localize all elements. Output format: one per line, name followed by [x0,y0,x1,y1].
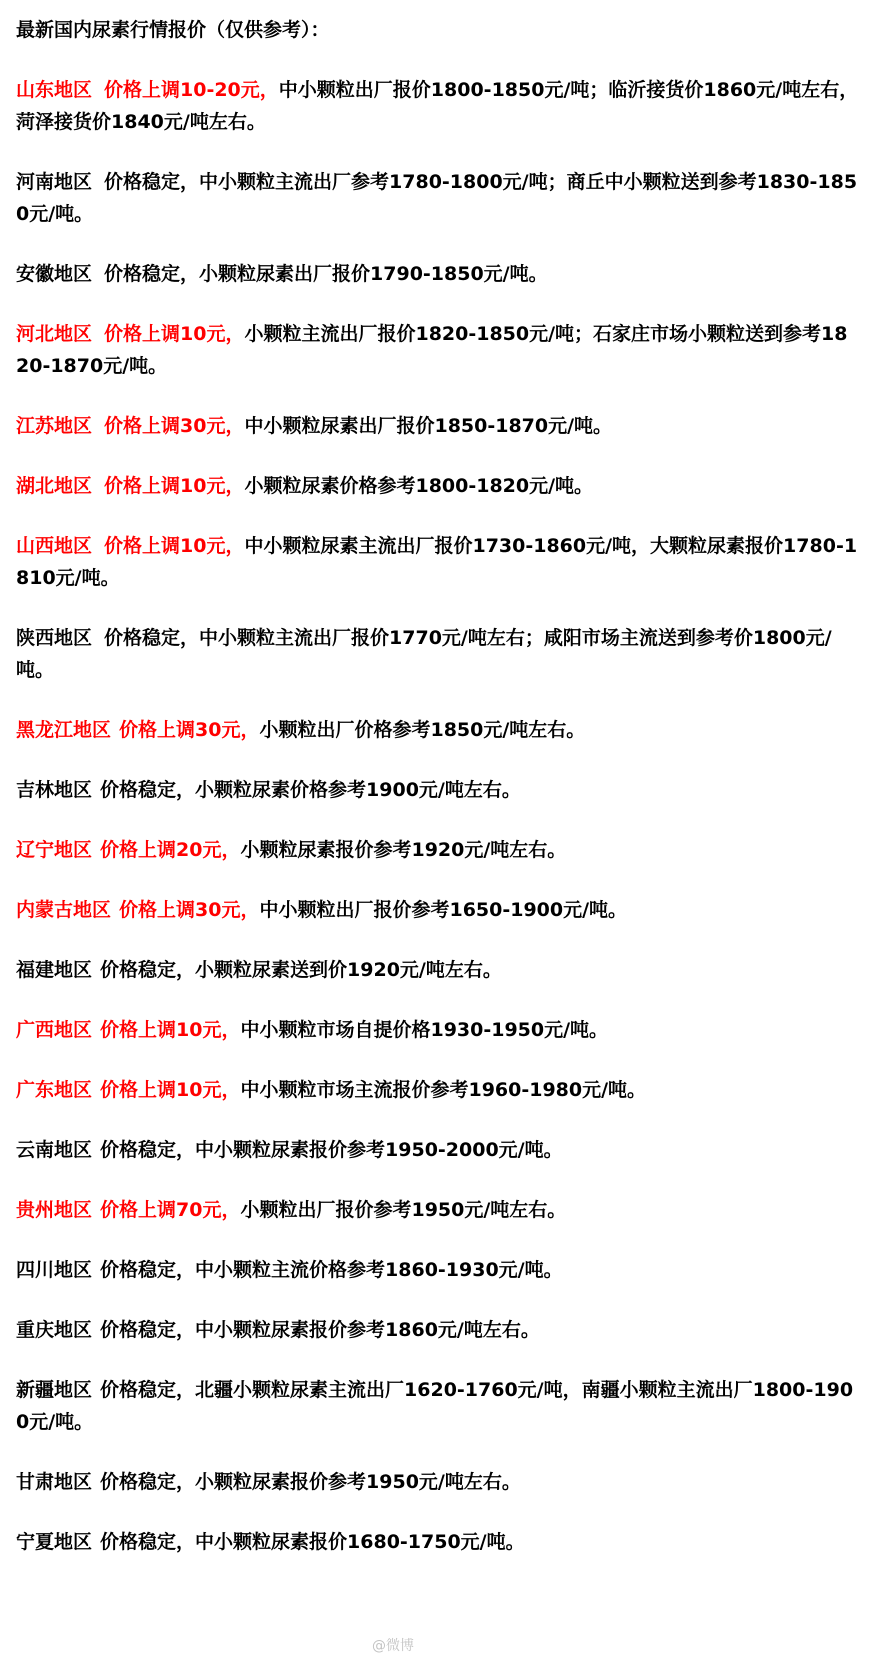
price-entry [16,470,860,502]
region-name: 山东地区 [16,79,93,101]
price-detail: 中小颗粒市场自提价格1930-1950元/吨。 [240,1019,609,1041]
price-detail: 中小颗粒尿素报价参考1950-2000元/吨。 [195,1139,563,1161]
price-entry [16,1526,860,1558]
price-entry [16,622,860,686]
price-entry [16,1074,860,1106]
price-entry [16,74,860,138]
region-name: 吉林地区 [16,779,93,801]
region-name: 黑龙江地区 [16,719,112,741]
price-detail: 小颗粒尿素报价参考1950元/吨左右。 [195,1471,521,1493]
region-name: 新疆地区 [16,1379,93,1401]
price-entry [16,1314,860,1346]
price-detail: 中小颗粒尿素出厂报价1850-1870元/吨。 [244,415,613,437]
price-change: 价格稳定， [100,1531,196,1553]
price-detail: 中小颗粒主流价格参考1860-1930元/吨。 [195,1259,563,1281]
region-name: 广西地区 [16,1019,93,1041]
price-detail: 中小颗粒出厂报价参考1650-1900元/吨。 [259,899,628,921]
price-change: 价格上调10元， [100,1079,241,1101]
price-entry-list [16,74,860,1558]
price-change: 价格稳定， [100,1259,196,1281]
price-entry [16,410,860,442]
price-entry [16,1014,860,1046]
region-name: 云南地区 [16,1139,93,1161]
price-entry [16,894,860,926]
price-detail: 中小颗粒主流出厂报价1770元/吨左右；咸阳市场主流送到参考价1800元/吨。 [16,627,832,681]
price-detail: 小颗粒出厂报价参考1950元/吨左右。 [240,1199,567,1221]
price-entry [16,1374,860,1438]
price-entry [16,318,860,382]
price-change: 价格上调70元， [100,1199,241,1221]
price-change: 价格稳定， [100,779,196,801]
region-name: 重庆地区 [16,1319,93,1341]
price-entry [16,258,860,290]
price-detail: 小颗粒尿素价格参考1900元/吨左右。 [195,779,521,801]
region-name: 四川地区 [16,1259,93,1281]
price-entry [16,530,860,594]
price-entry [16,774,860,806]
price-change: 价格稳定， [100,1379,196,1401]
region-name: 湖北地区 [16,475,93,497]
price-change: 价格上调10元， [104,535,245,557]
price-detail: 中小颗粒市场主流报价参考1960-1980元/吨。 [240,1079,647,1101]
region-name: 河北地区 [16,323,93,345]
price-entry [16,1466,860,1498]
region-name: 辽宁地区 [16,839,93,861]
region-name: 内蒙古地区 [16,899,112,921]
price-detail: 小颗粒尿素送到价1920元/吨左右。 [195,959,502,981]
price-change: 价格上调30元， [104,415,245,437]
region-name: 山西地区 [16,535,93,557]
price-entry [16,1134,860,1166]
price-change: 价格上调20元， [100,839,241,861]
price-detail: 中小颗粒尿素主流出厂报价1730-1860元/吨，大颗粒尿素报价1780-1810元/吨。 [16,535,858,589]
price-change: 价格上调10元， [104,475,245,497]
region-name: 贵州地区 [16,1199,93,1221]
price-detail: 中小颗粒尿素报价参考1860元/吨左右。 [195,1319,540,1341]
price-detail: 小颗粒主流出厂报价1820-1850元/吨；石家庄市场小颗粒送到参考1820-1870元/吨。 [16,323,848,377]
region-name: 广东地区 [16,1079,93,1101]
price-entry [16,834,860,866]
price-entry [16,166,860,230]
price-detail: 北疆小颗粒尿素主流出厂1620-1760元/吨，南疆小颗粒主流出厂1800-1900元/吨。 [16,1379,854,1433]
price-change: 价格上调30元， [119,899,260,921]
price-change: 价格稳定， [104,171,200,193]
price-change: 价格上调10-20元， [104,79,279,101]
price-change: 价格稳定， [104,627,200,649]
price-detail: 小颗粒出厂价格参考1850元/吨左右。 [259,719,586,741]
price-change: 价格稳定， [104,263,200,285]
price-detail: 小颗粒尿素出厂报价1790-1850元/吨。 [199,263,548,285]
price-entry [16,1254,860,1286]
price-entry [16,714,860,746]
price-entry [16,1194,860,1226]
region-name: 陕西地区 [16,627,93,649]
price-detail: 小颗粒尿素价格参考1800-1820元/吨。 [244,475,594,497]
price-change: 价格稳定， [100,959,196,981]
price-change: 价格稳定， [100,1139,196,1161]
price-change: 价格稳定， [100,1319,196,1341]
price-change: 价格稳定， [100,1471,196,1493]
price-detail: 中小颗粒尿素报价1680-1750元/吨。 [195,1531,525,1553]
price-change: 价格上调10元， [100,1019,241,1041]
price-detail: 中小颗粒主流出厂参考1780-1800元/吨；商丘中小颗粒送到参考1830-1850元/吨。 [16,171,858,225]
price-change: 价格上调30元， [119,719,260,741]
price-change: 价格上调10元， [104,323,245,345]
price-entry [16,954,860,986]
region-name: 福建地区 [16,959,93,981]
region-name: 安徽地区 [16,263,93,285]
region-name: 甘肃地区 [16,1471,93,1493]
page-title: 最新国内尿素行情报价（仅供参考）： [16,19,330,41]
price-detail: 小颗粒尿素报价参考1920元/吨左右。 [240,839,567,861]
watermark: @微博 [372,1638,414,1654]
region-name: 江苏地区 [16,415,93,437]
region-name: 宁夏地区 [16,1531,93,1553]
region-name: 河南地区 [16,171,93,193]
price-detail: 中小颗粒出厂报价1800-1850元/吨；临沂接货价1860元/吨左右，菏泽接货价1840元/吨左右。 [16,79,859,133]
